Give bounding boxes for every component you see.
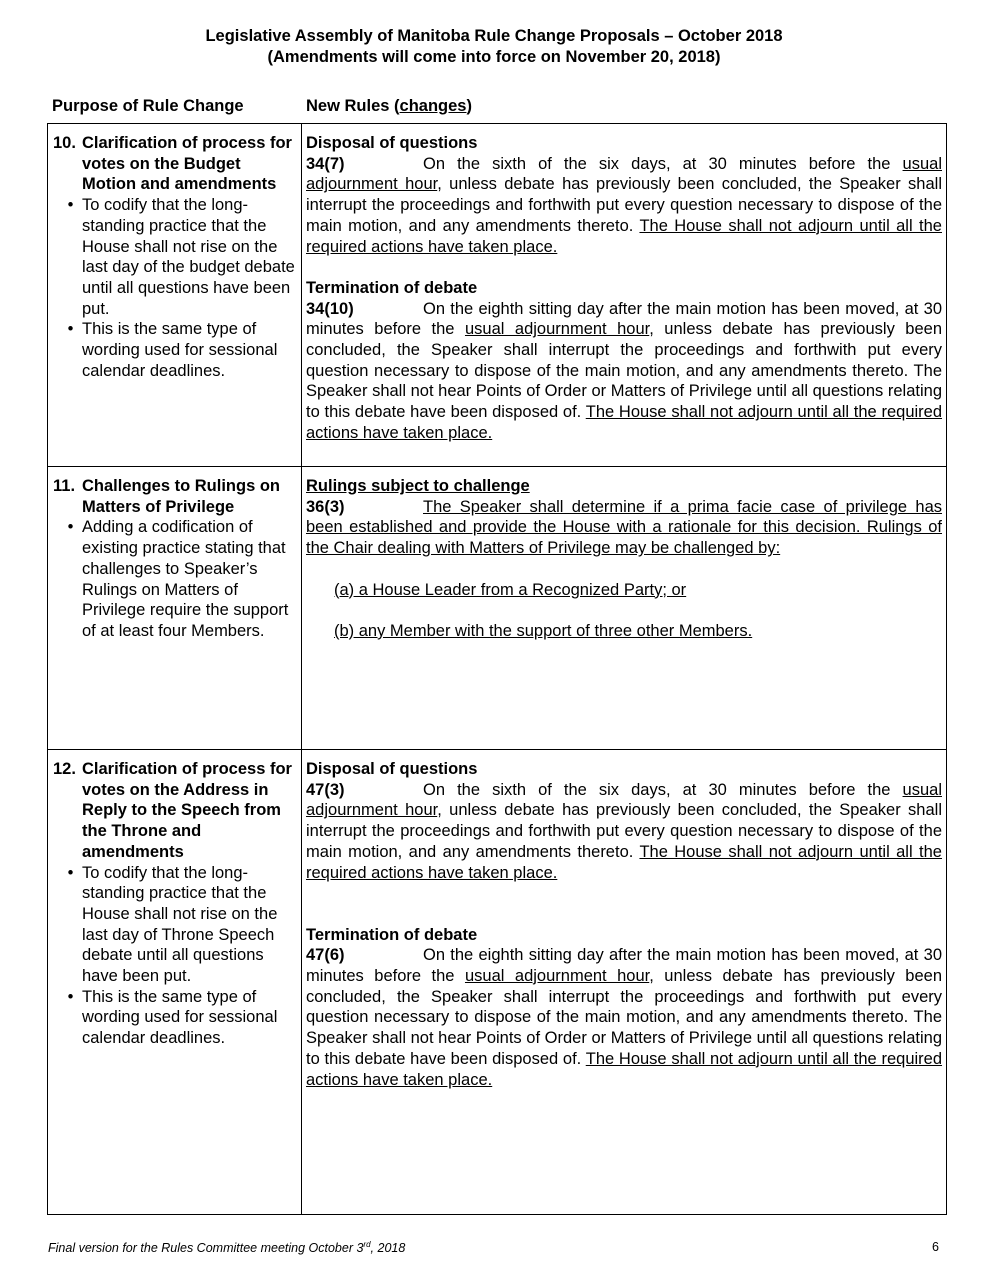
rule-number: 34(10) [306, 299, 354, 318]
list-item [53, 195, 297, 319]
rule-text-change: The House shall not adjourn until all the required actions have taken place. [306, 1049, 943, 1089]
item-title-text: Challenges to Rulings on Matters of Privilege [82, 477, 281, 516]
rule-sub-item-text: (b) any Member with the support of three other Members. [334, 621, 753, 640]
rule-text-part: On the eighth sitting day after the main motion has been moved, at 30 minutes before the [306, 946, 942, 985]
rule-sub-item-text: (a) a House Leader from a Recognized Party; or [334, 580, 687, 599]
list-item [53, 863, 297, 987]
rule-sub-item [334, 621, 942, 642]
rule-text-change: usual adjournment hour [464, 967, 650, 985]
item-title-text: Clarification of process for votes on the Address in Reply to the Speech from the Throne and amendments [82, 760, 292, 861]
purpose-cell [48, 467, 302, 750]
document-title [0, 26, 988, 68]
page-number: 6 [932, 1240, 939, 1254]
rule-text [306, 945, 942, 1090]
footer-text: Final version for the Rules Committee meeting October 3 [48, 1241, 364, 1256]
column-header-new-rules [306, 97, 472, 116]
rule-number: 34(7) [306, 154, 345, 173]
title-line-1: Legislative Assembly of Manitoba Rule Change Proposals – October 2018 [205, 27, 783, 45]
bullet-icon: • [67, 863, 74, 882]
item-title-text: Clarification of process for votes on the Budget Motion and amendments [82, 134, 292, 194]
bullet-list [53, 517, 297, 641]
rule-number: 47(6) [306, 946, 345, 965]
new-rules-cell [302, 467, 947, 750]
rule-text-part: On the sixth of the six days, at 30 minutes before the [423, 154, 903, 173]
rule-text-change: The House shall not adjourn until all the required actions have taken place. [306, 216, 942, 256]
item-title [53, 476, 297, 517]
rule-sub-item [334, 580, 942, 601]
column-header-changes: changes [399, 97, 467, 115]
rule-number: 47(3) [306, 780, 345, 799]
new-rules-cell [302, 750, 947, 1215]
rule-text-change: The House shall not adjourn until all the required actions have taken place. [306, 842, 942, 882]
rule-heading: Disposal of questions [306, 134, 478, 152]
item-title [53, 759, 297, 863]
bullet-text: This is the same type of wording used for sessional calendar deadlines. [82, 987, 278, 1048]
rule-heading: Rulings subject to challenge [306, 477, 530, 495]
bullet-list [53, 863, 297, 1049]
item-number: 12. [53, 760, 76, 778]
rule-text-part: , unless debate has previously been concluded, the Speaker shall interrupt the proceedings and forthwith put every question necessary to dispose of the main motion, and any amendments thereto. The Speaker shall not hear Points of Order or Matters of Privilege until all questions relating to this debate have been disposed of. [306, 967, 943, 1068]
bullet-text: Adding a codification of existing practice stating that challenges to Speaker’s Rulings on Matters of Privilege require the support of at least four Members. [82, 518, 289, 640]
footer-superscript: rd [363, 1240, 371, 1249]
rule-heading: Disposal of questions [306, 760, 478, 778]
rule-text [306, 154, 942, 258]
rule-text-part: , unless debate has previously been concluded, the Speaker shall interrupt the proceedings and forthwith put every question necessary to dispose of the main motion, and any amendments thereto. The Speaker shall not hear Points of Order or Matters of Privilege until all questions relating to this debate have been disposed of. [306, 320, 943, 422]
column-header-prefix: New Rules ( [306, 97, 400, 115]
bullet-text: To codify that the long-standing practice that the House shall not rise on the last day of Throne Speech debate until all questions have been put. [82, 863, 278, 986]
bullet-text: This is the same type of wording used for sessional calendar deadlines. [82, 320, 278, 380]
table-row [48, 124, 947, 467]
rule-change-table [47, 123, 947, 1215]
rule-text-part: On the eighth sitting day after the main motion has been moved, at 30 minutes before the [306, 299, 942, 339]
bullet-icon: • [67, 518, 74, 537]
rule-text-part: , unless debate has previously been concluded, the Speaker shall interrupt the proceedings and forthwith put every question necessary to dispose of the main motion, and any amendments thereto. [306, 175, 942, 235]
rule-text-part: On the sixth of the six days, at 30 minutes before the [423, 780, 903, 799]
table-row [48, 750, 947, 1215]
rule-number: 36(3) [306, 497, 345, 516]
rule-heading: Termination of debate [306, 278, 478, 297]
item-number: 11. [53, 477, 76, 495]
rule-text-change: usual adjournment hour [464, 320, 650, 339]
bullet-text: To codify that the long-standing practice that the House shall not rise on the last day of the budget debate until all questions have been put. [82, 196, 295, 318]
list-item [53, 517, 297, 641]
new-rules-cell [302, 124, 947, 467]
purpose-cell [48, 750, 302, 1215]
title-line-2: (Amendments will come into force on November 20, 2018) [267, 48, 721, 66]
footer-text-end: , 2018 [370, 1241, 406, 1256]
rule-text [306, 780, 942, 884]
rule-text [306, 299, 942, 444]
column-header-purpose: Purpose of Rule Change [52, 97, 244, 115]
rule-text-change: The House shall not adjourn until all the required actions have taken place. [306, 403, 943, 442]
bullet-icon: • [67, 987, 74, 1006]
bullet-icon: • [67, 196, 74, 215]
purpose-cell [48, 124, 302, 467]
list-item [53, 319, 297, 381]
rule-text [306, 497, 942, 559]
item-title [53, 133, 297, 195]
bullet-icon: • [67, 320, 74, 339]
rule-heading: Termination of debate [306, 925, 478, 944]
column-header-suffix: ) [466, 97, 472, 115]
list-item [53, 987, 297, 1049]
rule-text-part: The Speaker shall determine if a prima facie case of privilege has been established and provide the House with a rationale for this decision. Rulings of the Chair dealing with Matters of Privilege may be challenged by: [306, 497, 942, 558]
rule-text-change: usual adjournment hour [306, 780, 942, 820]
bullet-list [53, 195, 297, 381]
item-number: 10. [53, 134, 76, 152]
rule-text-change: usual adjournment hour [306, 154, 942, 194]
rule-text-part: , unless debate has previously been concluded, the Speaker shall interrupt the proceedings and forthwith put every question necessary to dispose of the main motion, and any amendments thereto. [306, 801, 942, 861]
table-row [48, 467, 947, 750]
footer-note [48, 1240, 405, 1255]
